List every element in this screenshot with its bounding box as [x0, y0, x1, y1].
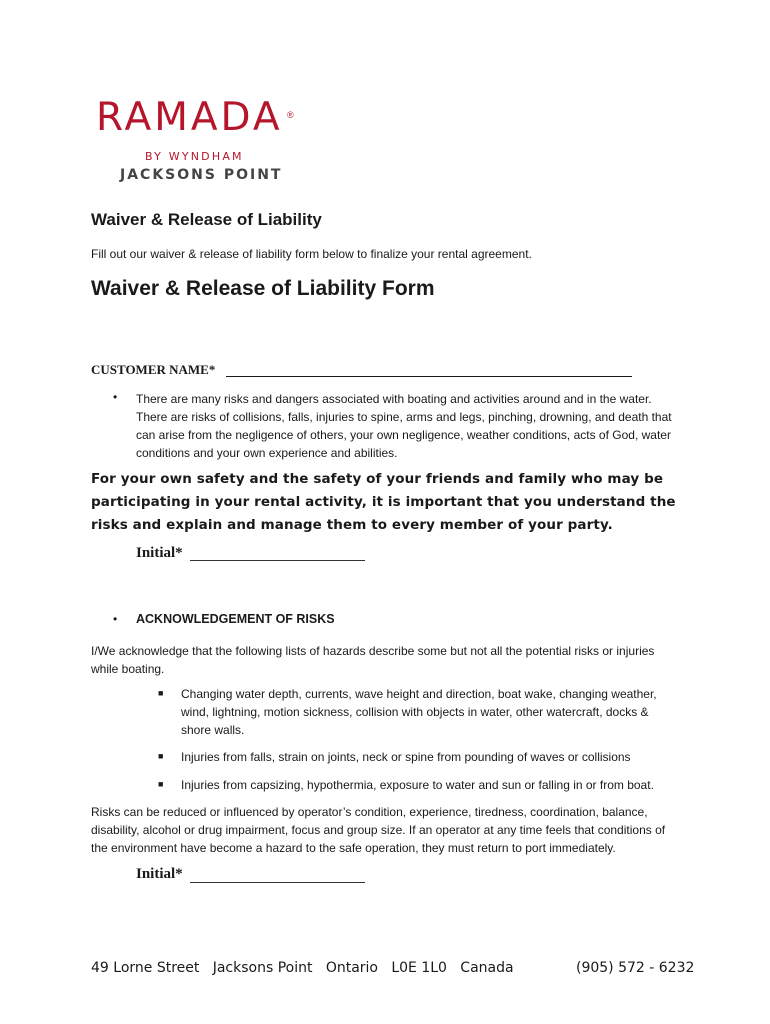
footer-address: 49 Lorne Street Jacksons Point Ontario L0E 1L0 Canada: [91, 960, 514, 976]
page-title: Waiver & Release of Liability: [91, 210, 322, 229]
footer-phone: (905) 572 - 6232: [576, 960, 695, 976]
initial-field[interactable]: [190, 882, 365, 883]
intro-text: Fill out our waiver & release of liability form below to finalize your rental agreement.: [91, 247, 532, 261]
square-bullet-icon: ■: [158, 688, 164, 698]
risk-reduction-paragraph: Risks can be reduced or influenced by operator’s condition, experience, tiredness, coordination, balance, disability, alcohol or drug impairment, focus and group size. If an operator at any time feels that conditions of the environment have become a hazard to the safe operation, they must return to port immediately.: [91, 805, 666, 855]
list-item: Injuries from falls, strain on joints, neck or spine from pounding of waves or collisions: [181, 750, 631, 764]
initial-label: Initial*: [136, 866, 183, 882]
safety-notice: For your own safety and the safety of your friends and family who may be participating in your rental activity, it is important that you understand the risks and explain and manage them to every member of your party.: [91, 471, 676, 533]
ack-heading: ACKNOWLEDGEMENT OF RISKS: [136, 612, 335, 626]
initial-label: Initial*: [136, 545, 183, 561]
brand-logo: RAMADA: [96, 95, 283, 140]
bullet-dot-icon: •: [113, 390, 118, 404]
ack-intro: I/We acknowledge that the following lists of hazards describe some but not all the potential risks or injuries while boating.: [91, 644, 655, 676]
square-bullet-icon: ■: [158, 751, 164, 761]
initial-field[interactable]: [190, 560, 365, 561]
list-item: Changing water depth, currents, wave height and direction, boat wake, changing weather, wind, lightning, motion sickness, collision with objects in water, other watercraft, docks & shore walls.: [181, 687, 657, 737]
square-bullet-icon: ■: [158, 779, 164, 789]
customer-name-field[interactable]: [226, 376, 632, 377]
form-title: Waiver & Release of Liability Form: [91, 277, 435, 300]
list-item: Injuries from capsizing, hypothermia, exposure to water and sun or falling in or from boat.: [181, 778, 654, 792]
bullet-dot-icon: •: [113, 612, 118, 626]
brand-subtitle: BY WYNDHAM: [145, 150, 244, 163]
customer-name-label: CUSTOMER NAME*: [91, 362, 216, 377]
registered-mark: ®: [287, 110, 294, 120]
risks-paragraph: There are many risks and dangers associated with boating and activities around and in the water. There are risks of collisions, falls, injuries to spine, arms and legs, pinching, drowning, and death that can arise from the negligence of others, your own negligence, weather conditions, acts of God, water conditions and your own experience and abilities.: [136, 392, 672, 460]
brand-location: JACKSONS POINT: [120, 167, 283, 183]
